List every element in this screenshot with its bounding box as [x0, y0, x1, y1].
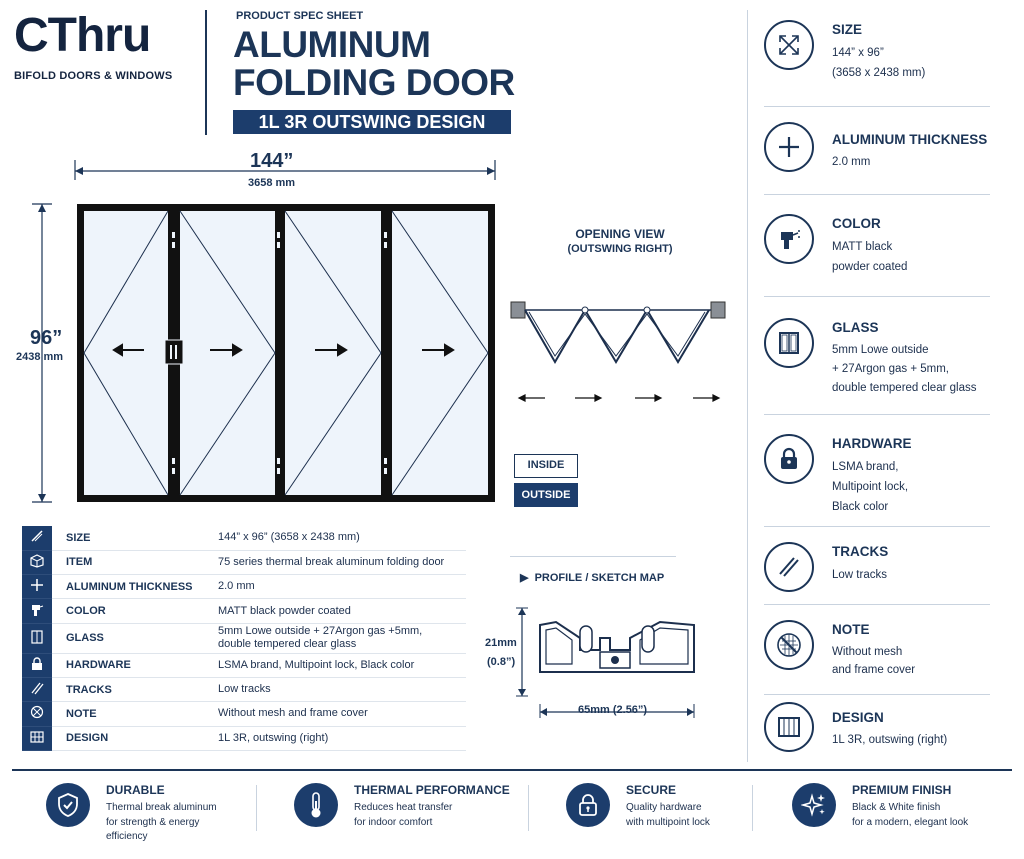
sidebar-line: Multipoint lock,: [832, 481, 909, 493]
sidebar-body: [832, 643, 1002, 679]
plus-icon: [764, 122, 814, 172]
header-divider: [205, 10, 207, 135]
sidebar-title: GLASS: [832, 320, 879, 335]
profile-divider: [510, 556, 676, 557]
feature-line: Black & White finish: [852, 802, 941, 813]
door-panel-2: [180, 211, 275, 495]
table-value: 1L 3R, outswing (right): [218, 726, 466, 750]
feature-divider: [256, 785, 257, 831]
feature-body: [106, 801, 236, 845]
door-panel-4: [392, 211, 488, 495]
table-row: [22, 702, 466, 726]
page-title: [233, 26, 515, 102]
door-handle: [165, 340, 183, 364]
page-title-line2: FOLDING DOOR: [233, 62, 515, 103]
door-panels-icon: [764, 702, 814, 752]
table-value: MATT black powder coated: [218, 599, 466, 623]
sidebar-line: 5mm Lowe outside: [832, 344, 929, 356]
brand-logo: CThru: [14, 9, 151, 62]
sidebar-separator: [764, 296, 990, 297]
table-row: [22, 575, 466, 599]
table-row: [22, 726, 466, 750]
table-label: SIZE: [52, 526, 218, 550]
table-value: 75 series thermal break aluminum folding door: [218, 550, 466, 574]
table-value: 144” x 96” (3658 x 2438 mm): [218, 526, 466, 550]
profile-height-mm: 21mm: [485, 637, 517, 649]
sidebar-item-note: [764, 620, 994, 690]
sidebar-item-tracks: [764, 542, 994, 602]
inside-legend: INSIDE: [514, 454, 578, 478]
table-row: [22, 623, 466, 653]
no-mesh-icon: [22, 702, 52, 726]
feature-divider: [528, 785, 529, 831]
sparkle-icon: [792, 783, 836, 827]
table-label: TRACKS: [52, 677, 218, 701]
profile-sketch-drawing: [510, 600, 710, 720]
outside-legend: OUTSIDE: [514, 483, 578, 507]
sidebar-item-size: [764, 20, 994, 100]
sidebar-separator: [764, 694, 990, 695]
height-mm-label: 2438 mm: [16, 351, 64, 363]
feature-body: [852, 801, 1012, 830]
spec-table: [22, 526, 466, 751]
sidebar-line: and frame cover: [832, 664, 916, 676]
sidebar-separator: [764, 414, 990, 415]
sidebar-separator: [764, 526, 990, 527]
sidebar-body: [832, 730, 1002, 750]
plus-icon: [22, 575, 52, 599]
table-row: [22, 677, 466, 701]
sidebar-line: Black color: [832, 501, 889, 513]
sidebar-title: SIZE: [832, 22, 863, 37]
sidebar-line: 1L 3R, outswing (right): [832, 734, 948, 746]
feature-line: Thermal break aluminum: [106, 802, 217, 813]
sidebar-body: [832, 237, 1002, 277]
table-label: NOTE: [52, 702, 218, 726]
sidebar-title: TRACKS: [832, 544, 889, 559]
window-icon: [22, 623, 52, 653]
table-value: 2.0 mm: [218, 575, 466, 599]
table-label: COLOR: [52, 599, 218, 623]
expand-arrows-icon: [764, 20, 814, 70]
sidebar-item-design: [764, 702, 994, 758]
sidebar-item-glass: [764, 318, 994, 408]
page-title-line1: ALUMINUM: [233, 24, 431, 65]
table-value: LSMA brand, Multipoint lock, Black color: [218, 653, 466, 677]
width-mm-label: 3658 mm: [248, 177, 296, 189]
sidebar-divider: [747, 10, 748, 762]
design-banner: 1L 3R OUTSWING DESIGN: [233, 110, 511, 134]
height-arrow-top: [38, 204, 46, 212]
feature-body: [354, 801, 484, 830]
sidebar-line: Low tracks: [832, 569, 887, 581]
table-label: ITEM: [52, 550, 218, 574]
sidebar-title: ALUMINUM THICKNESS: [832, 132, 988, 147]
sidebar-item-color: [764, 214, 994, 284]
table-row: [22, 526, 466, 550]
profile-heading: [520, 571, 664, 584]
grid-icon: [22, 726, 52, 750]
feature-secure: [566, 780, 766, 850]
feature-line: Reduces heat transfer: [354, 802, 453, 813]
table-value-line: 5mm Lowe outside + 27Argon gas +5mm,: [218, 625, 423, 638]
feature-line: with multipoint lock: [626, 816, 710, 828]
opening-view-heading: [545, 227, 695, 255]
sidebar-line: Without mesh: [832, 646, 903, 658]
width-arrow-right: [487, 167, 495, 175]
width-arrow-left: [75, 167, 83, 175]
table-value: Without mesh and frame cover: [218, 702, 466, 726]
height-arrow-bottom: [38, 494, 46, 502]
opening-view-diagram: [505, 290, 735, 410]
sidebar-line: MATT black: [832, 241, 893, 253]
feature-title: THERMAL PERFORMANCE: [354, 783, 510, 797]
feature-thermal: [294, 780, 514, 850]
tracks-icon: [764, 542, 814, 592]
cube-icon: [22, 550, 52, 574]
feature-divider: [752, 785, 753, 831]
sidebar-body: [832, 565, 1002, 585]
feature-title: PREMIUM FINISH: [852, 783, 952, 797]
table-value: [218, 623, 466, 653]
feature-line: efficiency: [106, 831, 148, 842]
brand-tagline: BIFOLD DOORS & WINDOWS: [14, 70, 173, 82]
sidebar-line: 144” x 96”: [832, 47, 884, 59]
feature-durable: [46, 780, 246, 850]
feature-line: Quality hardware: [626, 802, 702, 813]
play-icon: ▶: [520, 572, 529, 584]
feature-line: for strength & energy: [106, 816, 200, 828]
sidebar-body: [832, 152, 1002, 172]
thermometer-icon: [294, 783, 338, 827]
feature-premium: [792, 780, 1012, 850]
sidebar-body: [832, 43, 1002, 83]
feature-body: [626, 801, 756, 830]
no-mesh-icon: [764, 620, 814, 670]
profile-height-in: (0.8”): [487, 656, 516, 668]
feature-title: SECURE: [626, 783, 677, 797]
ruler-icon: [22, 526, 52, 550]
table-label: DESIGN: [52, 726, 218, 750]
profile-width: 65mm (2.56”): [578, 704, 648, 716]
spray-gun-icon: [764, 214, 814, 264]
window-icon: [764, 318, 814, 368]
door-panel-3: [285, 211, 381, 495]
sidebar-separator: [764, 604, 990, 605]
door-elevation-drawing: [20, 140, 510, 510]
sidebar-item-thickness: [764, 122, 994, 182]
lock-icon: [22, 653, 52, 677]
page-kicker: PRODUCT SPEC SHEET: [236, 10, 364, 22]
feature-line: for a modern, elegant look: [852, 816, 969, 828]
sidebar-separator: [764, 194, 990, 195]
sidebar-title: COLOR: [832, 216, 881, 231]
sidebar-separator: [764, 106, 990, 107]
lock-icon: [566, 783, 610, 827]
sidebar-body: [832, 341, 1002, 398]
sidebar-line: double tempered clear glass: [832, 382, 977, 394]
sidebar-line: 2.0 mm: [832, 156, 871, 168]
feature-title: DURABLE: [106, 783, 165, 797]
sidebar-body: [832, 457, 1002, 517]
sidebar-title: DESIGN: [832, 710, 884, 725]
table-label: HARDWARE: [52, 653, 218, 677]
width-inch-label: 144”: [250, 150, 294, 172]
table-value-line: double tempered clear glass: [218, 638, 357, 651]
sidebar-line: LSMA brand,: [832, 461, 899, 473]
height-inch-label: 96”: [30, 327, 63, 349]
table-label: ALUMINUM THICKNESS: [52, 575, 218, 599]
shield-check-icon: [46, 783, 90, 827]
table-row: [22, 653, 466, 677]
sidebar-title: NOTE: [832, 622, 870, 637]
feature-line: for indoor comfort: [354, 816, 433, 828]
bottom-rule: [12, 769, 1012, 771]
lock-icon: [764, 434, 814, 484]
tracks-icon: [22, 677, 52, 701]
sidebar-line: + 27Argon gas + 5mm,: [832, 363, 949, 375]
sidebar-line: (3658 x 2438 mm): [832, 67, 926, 79]
door-panel-1: [84, 211, 168, 495]
opening-view-subtitle: (OUTSWING RIGHT): [567, 243, 673, 255]
table-row: [22, 550, 466, 574]
sidebar-title: HARDWARE: [832, 436, 912, 451]
table-label: GLASS: [52, 623, 218, 653]
sidebar-line: powder coated: [832, 261, 908, 273]
table-row: [22, 599, 466, 623]
profile-title: PROFILE / SKETCH MAP: [534, 572, 665, 584]
spray-gun-icon: [22, 599, 52, 623]
table-value: Low tracks: [218, 677, 466, 701]
sidebar-item-hardware: [764, 434, 994, 514]
opening-view-title: OPENING VIEW: [575, 227, 665, 241]
